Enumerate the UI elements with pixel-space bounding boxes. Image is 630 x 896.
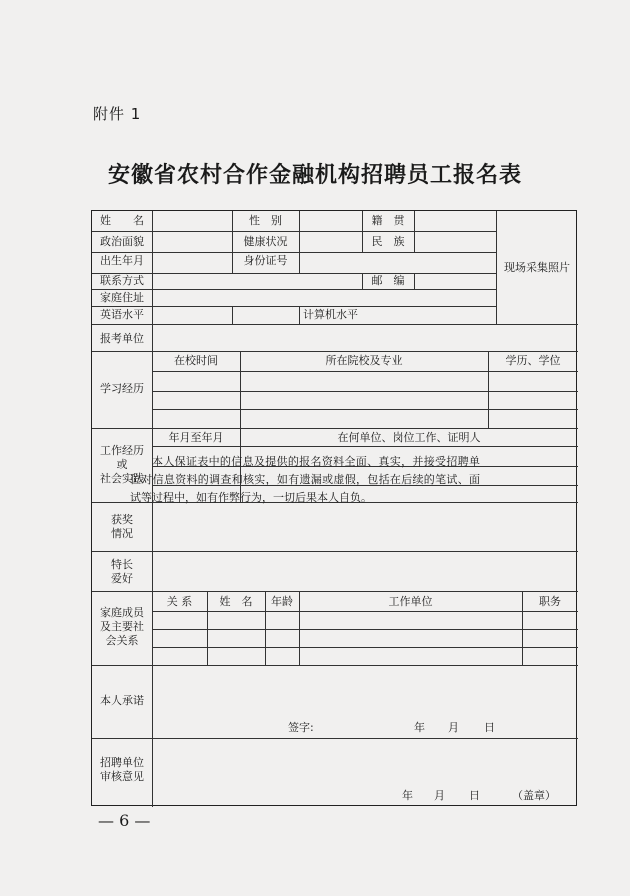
education-label: 学习经历 xyxy=(100,382,144,395)
pledge-day: 日 xyxy=(484,721,495,734)
gender-label: 性 别 xyxy=(249,214,282,227)
family-col-position: 职务 xyxy=(539,595,561,608)
awards-label-line2: 情况 xyxy=(111,527,133,540)
review-month: 月 xyxy=(434,789,445,802)
education-school-header: 所在院校及专业 xyxy=(325,354,403,367)
photo-placeholder: 现场采集照片 xyxy=(504,261,570,274)
review-year: 年 xyxy=(402,789,413,802)
pledge-text: 本人保证表中的信息及提供的报名资料全面、真实，并接受招聘单位对信息资料的调查和核实，如有遗漏或虚假，包括在后续的笔试、面试等过程中，如有作弊行为，一切后果本人自负。 xyxy=(130,455,480,504)
awards-label-line1: 获奖 xyxy=(111,513,133,526)
family-col-name: 姓 名 xyxy=(219,595,253,608)
education-degree-header: 学历、学位 xyxy=(505,354,561,367)
postcode-label: 邮 编 xyxy=(371,274,405,287)
skills-label-line1: 特长 xyxy=(111,558,133,571)
address-label: 家庭住址 xyxy=(100,291,144,304)
review-label-line1: 招聘单位 xyxy=(100,756,144,769)
pledge-label: 本人承诺 xyxy=(100,694,144,707)
registration-form xyxy=(91,210,577,806)
page-number: — 6 — xyxy=(98,811,151,830)
pledge-month: 月 xyxy=(448,721,459,734)
family-label-line2: 及主要社 xyxy=(100,620,144,633)
family-col-relation: 关 系 xyxy=(166,595,193,608)
family-label-line3: 会关系 xyxy=(105,634,139,647)
review-label-line2: 审核意见 xyxy=(100,770,144,783)
skills-label-line2: 爱好 xyxy=(111,572,133,585)
form-title: 安徽省农村合作金融机构招聘员工报名表 xyxy=(107,162,522,188)
health-label: 健康状况 xyxy=(243,235,288,248)
pledge-sign-label: 签字: xyxy=(288,721,314,734)
family-label-line1: 家庭成员 xyxy=(100,606,144,619)
work-label-line2: 或 xyxy=(116,458,128,471)
work-period-header: 年月至年月 xyxy=(168,431,224,444)
work-label-line1: 工作经历 xyxy=(100,444,144,457)
birth-label: 出生年月 xyxy=(100,254,144,267)
attachment-label: 附件 1 xyxy=(93,105,142,123)
family-col-workplace: 工作单位 xyxy=(388,595,433,608)
name-label: 姓 名 xyxy=(100,214,144,227)
id-card-label: 身份证号 xyxy=(243,254,288,267)
review-day: 日 xyxy=(469,789,480,802)
pledge-year: 年 xyxy=(414,721,425,734)
ethnicity-label: 民 族 xyxy=(371,235,405,248)
contact-label: 联系方式 xyxy=(100,274,144,287)
computer-label: 计算机水平 xyxy=(303,308,358,321)
family-col-age: 年龄 xyxy=(271,595,293,608)
work-detail-header: 在何单位、岗位工作、证明人 xyxy=(337,431,481,444)
political-label: 政治面貌 xyxy=(100,235,144,248)
education-time-header: 在校时间 xyxy=(174,354,218,367)
apply-unit-label: 报考单位 xyxy=(100,332,144,345)
english-label: 英语水平 xyxy=(100,308,144,321)
work-label-line3: 社会实践 xyxy=(100,472,144,485)
review-seal: （盖章） xyxy=(512,789,556,802)
native-place-label: 籍 贯 xyxy=(371,214,405,227)
